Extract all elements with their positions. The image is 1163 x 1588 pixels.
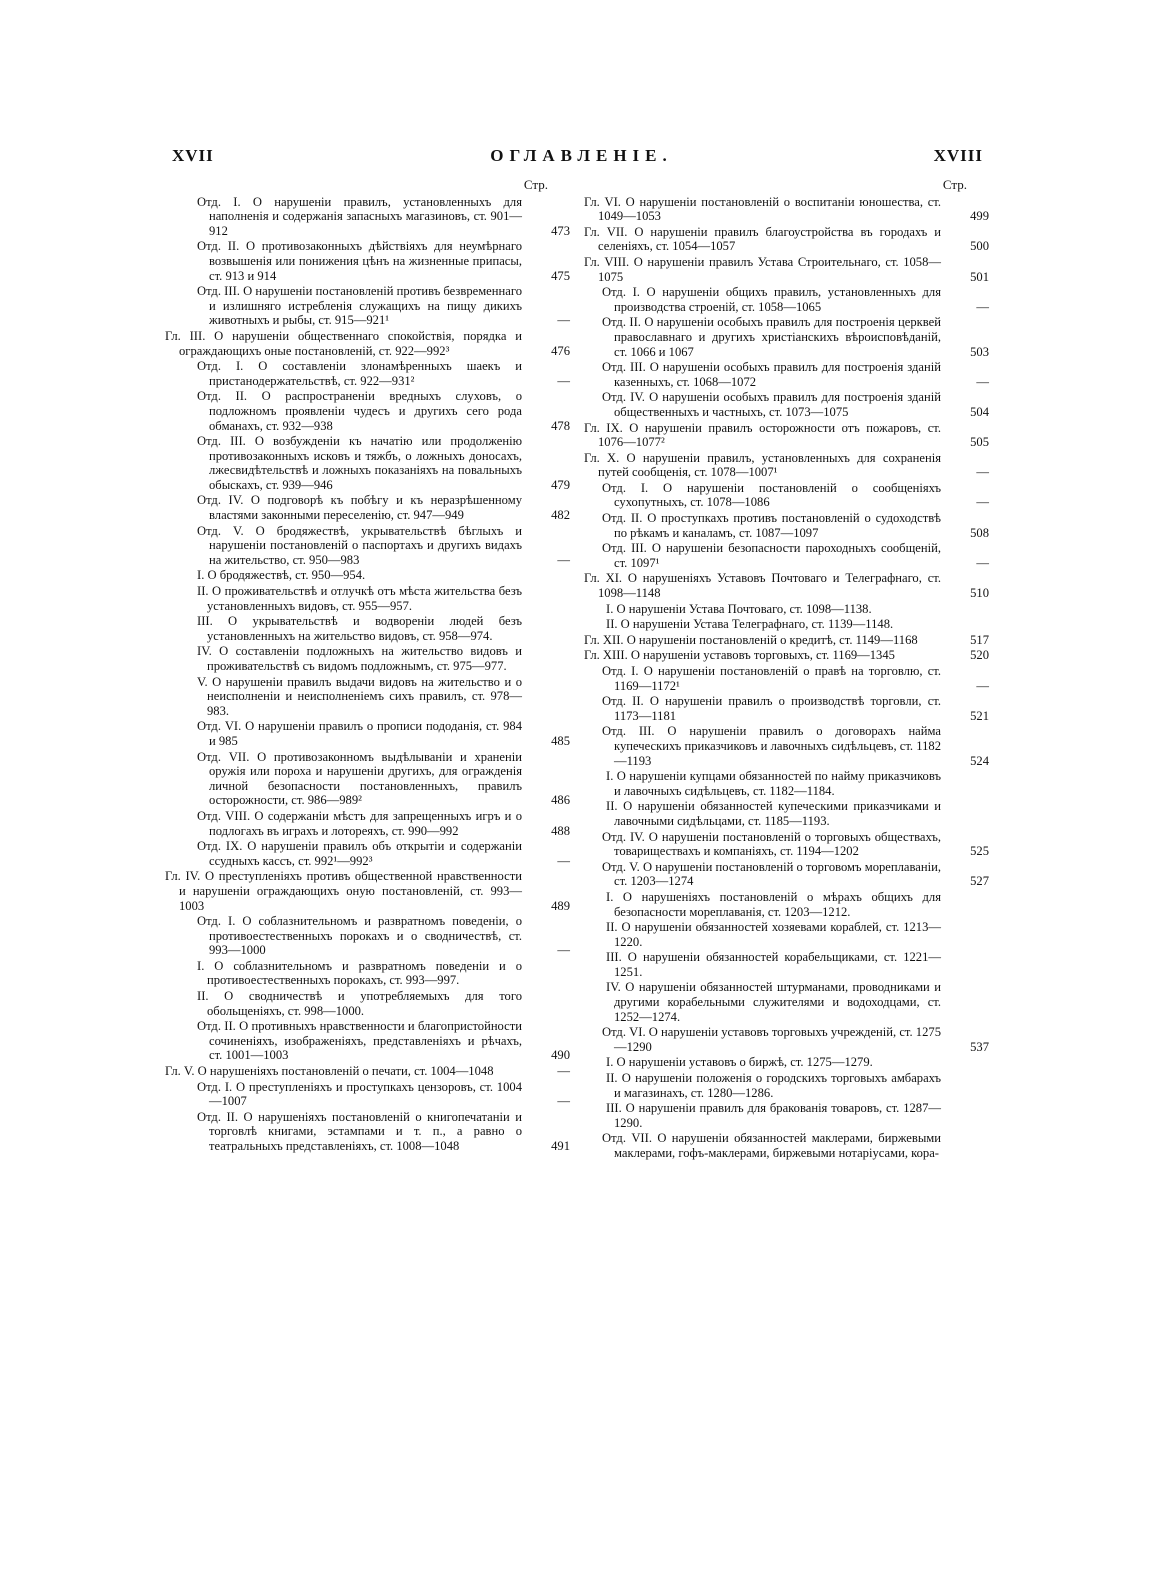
toc-entry-text: I. О нарушеніи уставовъ о биржѣ, ст. 1275—1279. (606, 1055, 873, 1070)
right-toc-list (584, 195, 989, 1161)
toc-entry-text: IV. О составленіи подложныхъ на жительство видовъ и проживательствѣ съ видомъ подложнымъ, ст. 975—977. (197, 644, 522, 673)
toc-entry-text: Отд. II. О противозаконныхъ дѣйствіяхъ для неумѣрнаго возвышенія или понижения цѣнъ на жизненные припасы, ст. 913 и 914 (197, 239, 522, 283)
toc-entry (584, 980, 989, 1024)
toc-entry-text: Гл. VI. О нарушеніи постановленій о воспитаніи юношества, ст. 1049—1053 (584, 194, 941, 224)
toc-entry-page: 482 (551, 508, 570, 523)
page-number-right: XVIII (933, 146, 983, 165)
toc-entry (584, 890, 989, 919)
toc-entry (584, 571, 989, 600)
toc-entry-text: Отд. III. О возбужденіи къ начатію или продолженію противозаконныхъ исковъ и тяжбъ, о ложныхъ доносахъ, лжесвидѣтельствѣ и ложныхъ показаніяхъ на повальныхъ обыскахъ, ст. 939—946 (197, 434, 522, 492)
toc-entry (165, 719, 570, 748)
toc-entry-text: Отд. VI. О нарушеніи уставовъ торговыхъ учрежденій, ст. 1275—1290 (602, 1025, 941, 1054)
toc-entry-page: 488 (551, 823, 570, 838)
toc-entry (584, 633, 989, 648)
toc-entry (584, 285, 989, 314)
toc-entry-text: II. О нарушеніи обязанностей купеческими приказчиками и лавочными сидѣльцами, ст. 1185—1193. (606, 799, 941, 828)
toc-entry-text: Гл. VIII. О нарушеніи правилъ Устава Строительнаго, ст. 1058—1075 (584, 254, 941, 284)
toc-entry-page: 508 (970, 525, 989, 540)
toc-entry-text: Гл. XII. О нарушеніи постановленій о кредитѣ, ст. 1149—1168 (584, 632, 918, 647)
toc-entry (165, 869, 570, 913)
toc-entry-page: — (976, 465, 989, 480)
left-column (165, 178, 570, 1155)
toc-entry-text: I. О соблазнительномъ и развратномъ поведеніи и о противоестественныхъ порокахъ, ст. 993—997. (197, 958, 522, 988)
toc-entry-text: Отд. I. О нарушеніи правилъ, установленныхъ для наполненія и содержанія запасныхъ магазиновъ, ст. 901—912 (197, 194, 522, 238)
toc-entry-text: Отд. II. О проступкахъ противъ постановленій о судоходствѣ по рѣкамъ и каналамъ, ст. 1087—1097 (602, 511, 941, 540)
toc-entry-text: Отд. II. О нарушеніи особыхъ правилъ для построенія церквей православнаго и другихъ христіанскихъ вѣроисповѣданій, ст. 1066 и 1067 (602, 315, 941, 359)
toc-entry (165, 914, 570, 958)
toc-entry-page: 524 (970, 753, 989, 768)
toc-entry-text: II. О нарушеніи положенія о городскихъ торговыхъ амбарахъ и магазинахъ, ст. 1280—1286. (606, 1071, 941, 1100)
toc-entry-text: II. О нарушеніи обязанностей хозяевами кораблей, ст. 1213—1220. (606, 920, 941, 949)
toc-entry (584, 421, 989, 450)
toc-entry-page: 485 (551, 733, 570, 748)
toc-entry (584, 602, 989, 617)
toc-entry-text: Отд. I. О соблазнительномъ и развратномъ поведеніи, о противоестественныхъ порокахъ и о сводничествѣ, ст. 993—1000 (197, 914, 522, 958)
toc-entry-text: Отд. I. О преступленіяхъ и проступкахъ цензоровъ, ст. 1004—1007 (197, 1079, 522, 1109)
toc-entry-page: 503 (970, 344, 989, 359)
toc-entry-page: — (976, 678, 989, 693)
toc-entry (584, 648, 989, 663)
toc-entry-text: Отд. IV. О нарушеніи особыхъ правилъ для построенія зданій общественныхъ и частныхъ, ст. 1073—1075 (602, 390, 941, 419)
toc-entry-text: III. О нарушеніи обязанностей корабельщиками, ст. 1221—1251. (606, 950, 941, 979)
toc-entry-page: 486 (551, 793, 570, 808)
toc-entry (584, 1071, 989, 1100)
toc-entry-text: V. О нарушеніи правилъ выдачи видовъ на жительство и о неисполненіи и неисполненіемъ сихъ правилъ, ст. 978—983. (197, 674, 522, 718)
toc-entry-page: 517 (970, 632, 989, 647)
toc-entry (165, 959, 570, 988)
toc-entry (584, 920, 989, 949)
toc-entry-page: — (557, 943, 570, 958)
toc-entry-text: Отд. III. О нарушеніи правилъ о договорахъ найма купеческихъ приказчиковъ и лавочныхъ сидѣльцевъ, ст. 1182—1193 (602, 724, 941, 768)
toc-entry (165, 675, 570, 719)
toc-entry-page: 475 (551, 268, 570, 283)
toc-entry-page: 501 (970, 269, 989, 284)
toc-entry-text: Гл. IV. О преступленіяхъ противъ общественной нравственности и нарушеніи ограждающихъ оную постановленій, ст. 993—1003 (165, 869, 522, 913)
toc-entry (584, 451, 989, 480)
toc-entry (584, 541, 989, 570)
toc-entry-text: Отд. II. О противныхъ нравственности и благопристойности сочиненіяхъ, изображеніяхъ, представленіяхъ и рѣчахъ, ст. 1001—1003 (197, 1019, 522, 1063)
toc-entry (584, 255, 989, 284)
right-column (584, 178, 989, 1162)
toc-entry (584, 195, 989, 224)
toc-entry-page: — (557, 552, 570, 567)
toc-entry-page: — (557, 373, 570, 388)
toc-entry (584, 830, 989, 859)
toc-entry-text: Отд. I. О нарушеніи общихъ правилъ, установленныхъ для производства строеній, ст. 1058—1065 (602, 285, 941, 314)
toc-entry-page: 527 (970, 874, 989, 889)
toc-entry (584, 225, 989, 254)
toc-entry (584, 694, 989, 723)
toc-entry-text: Гл. XIII. О нарушеніи уставовъ торговыхъ, ст. 1169—1345 (584, 648, 895, 663)
toc-entry (165, 644, 570, 673)
toc-entry (584, 1025, 989, 1054)
toc-entry (584, 860, 989, 889)
toc-entry-text: Отд. IV. О подговорѣ къ побѣгу и къ неразрѣшенному властями законными переселенію, ст. 947—949 (197, 493, 522, 523)
toc-entry-page: 537 (970, 1039, 989, 1054)
toc-entry-text: Отд. VI. О нарушеніи правилъ о прописи пододанія, ст. 984 и 985 (197, 719, 522, 748)
toc-entry-text: Отд. III. О нарушеніи постановленій противъ безвременнаго и излишняго истребленія служащихъ на пищу дикихъ животныхъ и рыбы, ст. 915—921¹ (197, 284, 522, 328)
toc-entry (584, 1055, 989, 1070)
toc-entry-text: Отд. II. О нарушеніи правилъ о производствѣ торговли, ст. 1173—1181 (602, 694, 941, 723)
toc-entry-page: 500 (970, 239, 989, 254)
toc-entry (165, 359, 570, 388)
toc-entry-text: Отд. IV. О нарушеніи постановленій о торговыхъ обществахъ, товариществахъ и компаніяхъ, ст. 1194—1202 (602, 829, 941, 859)
toc-entry-text: Отд. VIII. О содержаніи мѣстъ для запрещенныхъ игръ и о подлогахъ въ играхъ и лотореяхъ, ст. 990—992 (197, 808, 522, 838)
toc-entry-text: Гл. X. О нарушеніи правилъ, установленныхъ для сохраненія путей сообщенія, ст. 1078—1007¹ (584, 450, 941, 480)
toc-entry (584, 481, 989, 510)
toc-entry-page: 490 (551, 1048, 570, 1063)
toc-entry-page: — (976, 495, 989, 510)
toc-entry (165, 989, 570, 1018)
page-number-left: XVII (172, 146, 214, 165)
toc-entry-page: 476 (551, 343, 570, 358)
toc-entry-page: — (557, 1094, 570, 1109)
toc-entry-page: 491 (551, 1139, 570, 1153)
toc-entry-text: Отд. II. О нарушеніяхъ постановленій о книгопечатаніи и торговлѣ книгами, эстампами и т. п., а равно о театральныхъ представленіяхъ, ст. 1008—1048 (197, 1109, 522, 1153)
toc-entry (165, 493, 570, 522)
toc-entry (165, 239, 570, 283)
toc-entry-text: Отд. V. О нарушеніи постановленій о торговомъ мореплаваніи, ст. 1203—1274 (602, 859, 941, 889)
toc-entry-page: 521 (970, 708, 989, 723)
toc-entry-text: III. О укрывательствѣ и водвореніи людей безъ установленныхъ на жительство видовъ, ст. 958—974. (197, 614, 522, 643)
toc-entry (584, 315, 989, 359)
toc-entry (165, 614, 570, 643)
toc-entry-page: — (976, 374, 989, 389)
toc-entry-text: Гл. III. О нарушеніи общественнаго спокойствія, порядка и ограждающихъ оные постановленій, ст. 922—992³ (165, 328, 522, 358)
toc-entry (165, 524, 570, 568)
toc-entry (165, 750, 570, 808)
toc-entry-page: 520 (970, 648, 989, 663)
toc-entry-page: 505 (970, 435, 989, 450)
toc-entry-text: Отд. I. О нарушеніи постановленій о правѣ на торговлю, ст. 1169—1172¹ (602, 664, 941, 693)
page-column-label: Стр. (942, 177, 967, 192)
page-title: ОГЛАВЛЕНІЕ. (490, 146, 673, 165)
toc-entry-text: IV. О нарушеніи обязанностей штурманами, проводниками и другими корабельными служителями и водоходцами, ст. 1252—1274. (606, 980, 941, 1024)
page-column-label: Стр. (523, 177, 548, 192)
toc-entry-text: II. О сводничествѣ и употребляемыхъ для того обольщеніяхъ, ст. 998—1000. (197, 989, 522, 1018)
toc-entry-text: Гл. IX. О нарушеніи правилъ осторожности отъ пожаровъ, ст. 1076—1077² (584, 420, 941, 450)
toc-entry-page: 504 (970, 404, 989, 419)
toc-entry-text: Отд. III. О нарушеніи безопасности пароходныхъ сообщеній, ст. 1097¹ (602, 541, 941, 570)
toc-entry (165, 584, 570, 613)
toc-entry-page: 473 (551, 223, 570, 238)
toc-entry-text: II. О проживательствѣ и отлучкѣ отъ мѣста жительства безъ установленныхъ видовъ, ст. 955—957. (197, 584, 522, 613)
toc-entry-text: Гл. XI. О нарушеніяхъ Уставовъ Почтоваго и Телеграфнаго, ст. 1098—1148 (584, 571, 941, 601)
toc-entry-text: Отд. VII. О нарушеніи обязанностей маклерами, биржевыми маклерами, гофъ-маклерами, биржевыми нотаріусами, кора- (602, 1131, 941, 1160)
toc-entry (165, 434, 570, 492)
toc-entry-text: II. О нарушеніи Устава Телеграфнаго, ст. 1139—1148. (606, 617, 894, 632)
toc-entry-text: I. О бродяжествѣ, ст. 950—954. (197, 568, 366, 583)
toc-entry (584, 1131, 989, 1160)
toc-entry (165, 329, 570, 358)
toc-entry-page: 479 (551, 477, 570, 492)
toc-entry (165, 284, 570, 328)
toc-entry-text: Отд. II. О распространеніи вредныхъ слуховъ, о подложномъ проявленіи чудесъ и другихъ сего рода обманахъ, ст. 932—938 (197, 389, 522, 433)
toc-entry-text: I. О нарушеніяхъ постановленій о мѣрахъ общихъ для безопасности мореплаванія, ст. 1203—1212. (606, 889, 941, 919)
toc-entry-text: I. О нарушеніи купцами обязанностей по найму приказчиковъ и лавочныхъ сидѣльцевъ, ст. 1182—1184. (606, 769, 941, 798)
toc-entry (165, 568, 570, 583)
toc-entry-page: 525 (970, 844, 989, 859)
toc-entry (165, 809, 570, 838)
toc-entry-page: 489 (551, 898, 570, 913)
toc-entry-text: I. О нарушеніи Устава Почтоваго, ст. 1098—1138. (606, 601, 872, 616)
toc-entry-page: — (976, 299, 989, 314)
toc-entry (165, 1019, 570, 1063)
toc-entry-text: Гл. V. О нарушеніяхъ постановленій о печати, ст. 1004—1048 (165, 1064, 494, 1079)
toc-entry (584, 950, 989, 979)
toc-entry (165, 389, 570, 433)
toc-entry (165, 195, 570, 239)
left-toc-list (165, 195, 570, 1154)
toc-entry-page: 478 (551, 418, 570, 433)
toc-entry-page: — (557, 313, 570, 328)
toc-entry (165, 1064, 570, 1079)
toc-entry-text: Отд. VII. О противозаконномъ выдѣлываніи и храненіи оружія или пороха и нарушеніи другихъ, для огражденія личной безопасности постановленныхъ, правилъ осторожности, ст. 986—989² (197, 749, 522, 808)
toc-entry-text: Отд. I. О составленіи злонамѣренныхъ шаекъ и пристанодержательствѣ, ст. 922—931² (197, 359, 522, 388)
toc-entry-page: — (557, 1064, 570, 1079)
toc-entry-text: Отд. IX. О нарушеніи правилъ объ открытіи и содержаніи ссудныхъ кассъ, ст. 992¹—992³ (197, 839, 522, 868)
toc-entry (165, 1110, 570, 1154)
toc-entry (584, 360, 989, 389)
toc-entry (584, 511, 989, 540)
toc-entry-page: — (976, 555, 989, 570)
toc-entry (584, 664, 989, 693)
toc-entry (584, 799, 989, 828)
toc-entry-text: Отд. V. О бродяжествѣ, укрывательствѣ бѣглыхъ и нарушеніи постановленій о паспортахъ и другихъ видахъ на жительство, ст. 950—983 (197, 523, 522, 567)
toc-entry-text: Отд. I. О нарушеніи постановленій о сообщеніяхъ сухопутныхъ, ст. 1078—1086 (602, 480, 941, 510)
toc-entry (584, 1101, 989, 1130)
toc-entry-page: — (557, 853, 570, 868)
toc-entry (584, 724, 989, 768)
toc-entry-text: III. О нарушеніи правилъ для бракованія товаровъ, ст. 1287—1290. (606, 1101, 941, 1130)
toc-entry-text: Отд. III. О нарушеніи особыхъ правилъ для построенія зданій казенныхъ, ст. 1068—1072 (602, 360, 941, 389)
toc-entry (584, 617, 989, 632)
toc-entry (584, 390, 989, 419)
toc-entry-page: 499 (970, 209, 989, 224)
toc-entry (165, 1080, 570, 1109)
toc-entry (165, 839, 570, 868)
toc-entry-page: 510 (970, 586, 989, 601)
toc-entry (584, 769, 989, 798)
toc-entry-text: Гл. VII. О нарушеніи правилъ благоустройства въ городахъ и селеніяхъ, ст. 1054—1057 (584, 224, 941, 254)
